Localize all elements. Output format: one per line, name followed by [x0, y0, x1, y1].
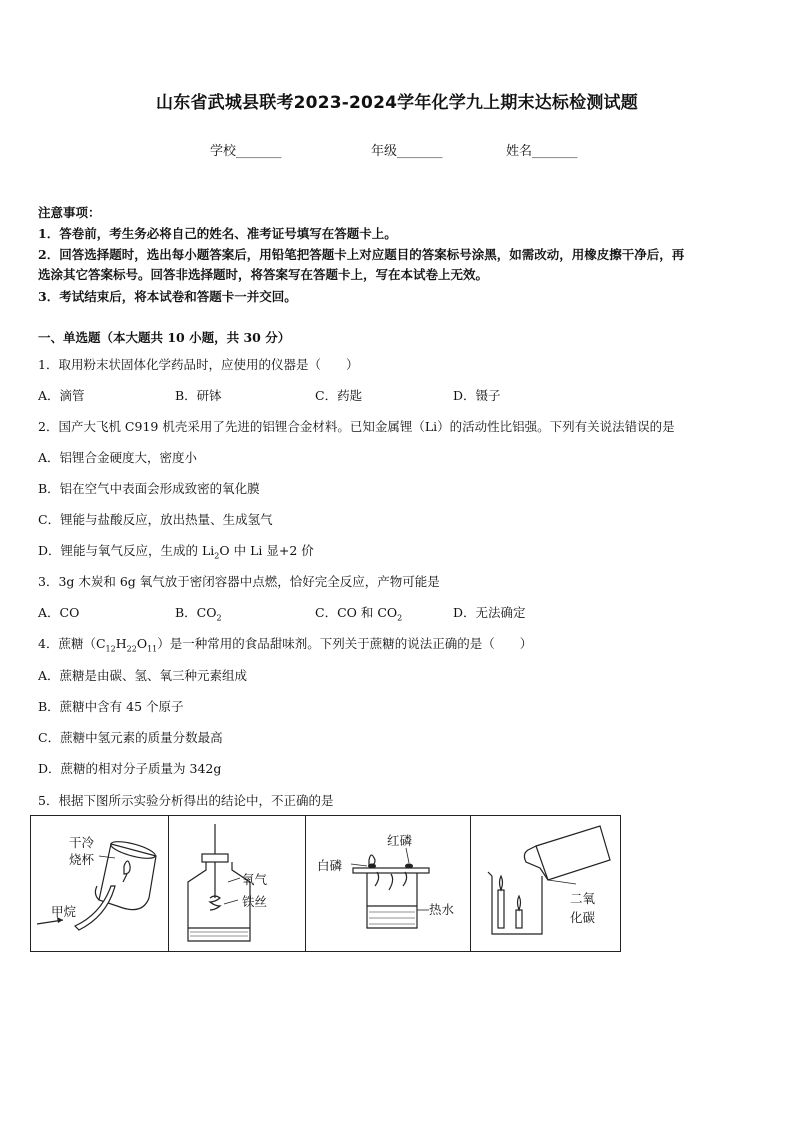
- q4-o: O: [136, 636, 148, 651]
- q3-option-c: [315, 603, 402, 623]
- co2-label-1: 二氧: [570, 891, 596, 906]
- co2-candles-drawing: [470, 816, 620, 951]
- q2-d-sub: 2: [214, 551, 220, 561]
- note-2-line1: 2．回答选择题时，选出每小题答案后，用铅笔把答题卡上对应题目的答案标号涂黑，如需改动，用橡皮擦干净后，再: [38, 247, 685, 262]
- q4-o-sub: 11: [147, 644, 158, 654]
- q2-stem: 2．国产大飞机 C919 机壳采用了先进的铝锂合金材料。已知金属锂（Li）的活动性比铝强。下列有关说法错误的是: [38, 419, 675, 434]
- q2-option-d: [38, 541, 314, 561]
- q4-stem: [38, 634, 532, 654]
- exam-title: 山东省武城县联考2023-2024学年化学九上期末达标检测试题: [156, 93, 638, 113]
- note-1: 1．答卷前，考生务必将自己的姓名、准考证号填写在答题卡上。: [38, 226, 397, 241]
- iron-wire-label: 铁丝: [242, 894, 268, 909]
- hot-water-label: 热水: [429, 902, 455, 917]
- panel-co2-candles: [470, 816, 620, 951]
- q2-d-post: O 中 Li 显+2 价: [219, 543, 314, 558]
- school-field: 学校_______: [210, 144, 282, 159]
- cup-label-2: 烧杯: [69, 852, 95, 867]
- oxygen-label: 氧气: [242, 872, 268, 887]
- q4-h-sub: 22: [126, 644, 137, 654]
- q3-b-pre: B．CO: [175, 605, 217, 620]
- q3-option-a: A．CO: [38, 605, 80, 620]
- q4-stem-pre: 4．蔗糖（C: [38, 636, 106, 651]
- q3-option-d: D．无法确定: [453, 605, 526, 620]
- q5-stem: 5．根据下图所示实验分析得出的结论中，不正确的是: [38, 793, 334, 808]
- q4-h: H: [115, 636, 127, 651]
- note-3: 3．考试结束后，将本试卷和答题卡一并交回。: [38, 289, 297, 304]
- notes-heading: 注意事项：: [38, 205, 101, 220]
- white-phosphorus-label: 白磷: [317, 858, 343, 873]
- co2-label-2: 化碳: [570, 910, 596, 925]
- cup-label-1: 干冷: [69, 835, 95, 850]
- section-heading: 一、单选题（本大题共 10 小题，共 30 分）: [38, 330, 291, 345]
- iron-oxygen-drawing: [168, 816, 305, 951]
- q3-c-sub: 2: [397, 613, 403, 623]
- q4-option-a: A．蔗糖是由碳、氢、氧三种元素组成: [38, 668, 248, 683]
- q4-option-d: D．蔗糖的相对分子质量为 342g: [38, 761, 222, 776]
- panel-phosphorus: [305, 816, 471, 951]
- q4-option-b: B．蔗糖中含有 45 个原子: [38, 699, 184, 714]
- methane-beaker-drawing: [31, 816, 168, 951]
- name-field: 姓名_______: [506, 144, 578, 159]
- note-2-line2: 选涂其它答案标号。回答非选择题时，将答案写在答题卡上，写在本试卷上无效。: [38, 267, 489, 282]
- q3-b-sub: 2: [216, 613, 222, 623]
- q3-option-b: [175, 603, 222, 623]
- methane-label: 甲烷: [51, 904, 77, 919]
- panel-iron-oxygen: [168, 816, 306, 951]
- q2-option-b: B．铝在空气中表面会形成致密的氧化膜: [38, 481, 260, 496]
- q1-option-b: B．研钵: [175, 388, 222, 403]
- q3-stem: 3．3g 木炭和 6g 氧气放于密闭容器中点燃，恰好完全反应，产物可能是: [38, 574, 440, 589]
- q4-stem-post: ）是一种常用的食品甜味剂。下列关于蔗糖的说法正确的是（ ）: [157, 636, 533, 651]
- q1-stem: 1．取用粉末状固体化学药品时，应使用的仪器是（ ）: [38, 357, 359, 372]
- q4-c-sub: 12: [105, 644, 116, 654]
- q2-option-c: C．锂能与盐酸反应，放出热量、生成氢气: [38, 512, 273, 527]
- q2-option-a: A．铝锂合金硬度大，密度小: [38, 450, 198, 465]
- q3-c-pre: C．CO 和 CO: [315, 605, 398, 620]
- q1-option-d: D．镊子: [453, 388, 501, 403]
- q2-d-pre: D．锂能与氧气反应，生成的 Li: [38, 543, 215, 558]
- q1-option-a: A．滴管: [38, 388, 85, 403]
- red-phosphorus-label: 红磷: [387, 833, 413, 848]
- experiment-figure: [30, 815, 621, 952]
- q1-option-c: C．药匙: [315, 388, 363, 403]
- q4-option-c: C．蔗糖中氢元素的质量分数最高: [38, 730, 223, 745]
- grade-field: 年级_______: [371, 144, 443, 159]
- panel-methane: [31, 816, 169, 951]
